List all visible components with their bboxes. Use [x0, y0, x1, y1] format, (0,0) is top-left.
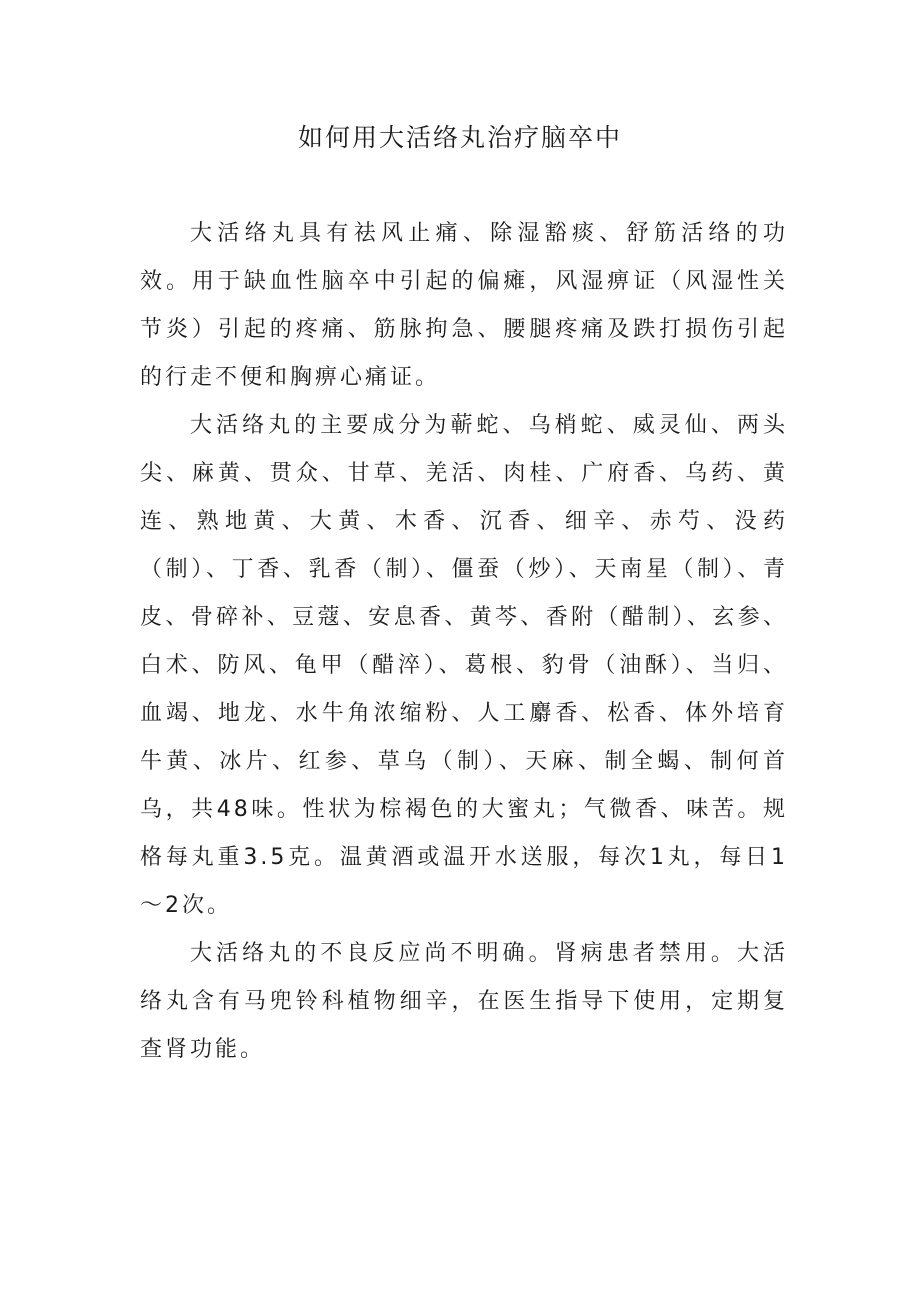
paragraph-adverse-reactions: 大活络丸的不良反应尚不明确。肾病患者禁用。大活络丸含有马兜铃科植物细辛，在医生指导下使用，定期复查肾功能。 [140, 941, 788, 1062]
document-title: 如何用大活络丸治疗脑卒中 [297, 123, 622, 152]
paragraph-ingredients: 大活络丸的主要成分为蕲蛇、乌梢蛇、威灵仙、两头尖、麻黄、贯众、甘草、羌活、肉桂、广府香、乌药、黄连、熟地黄、大黄、木香、沉香、细辛、赤芍、没药（制）、丁香、乳香（制）、僵蚕（炒）、天南星（制）、青皮、骨碎补、豆蔻、安息香、黄芩、香附（醋制）、玄参、白术、防风、龟甲（醋淬）、葛根、豹骨（油酥）、当归、血竭、地龙、水牛角浓缩粉、人工麝香、松香、体外培育牛黄、冰片、红参、草乌（制）、天麻、制全蝎、制何首乌，共48味。性状为棕褐色的大蜜丸；气微香、味苦。规格每丸重3.5克。温黄酒或温开水送服，每次1丸，每日1～2次。 [140, 413, 788, 918]
document-body [140, 210, 788, 1074]
paragraph-efficacy: 大活络丸具有祛风止痛、除湿豁痰、舒筋活络的功效。用于缺血性脑卒中引起的偏瘫，风湿痹证（风湿性关节炎）引起的疼痛、筋脉拘急、腰腿疼痛及跌打损伤引起的行走不便和胸痹心痛证。 [140, 221, 788, 390]
